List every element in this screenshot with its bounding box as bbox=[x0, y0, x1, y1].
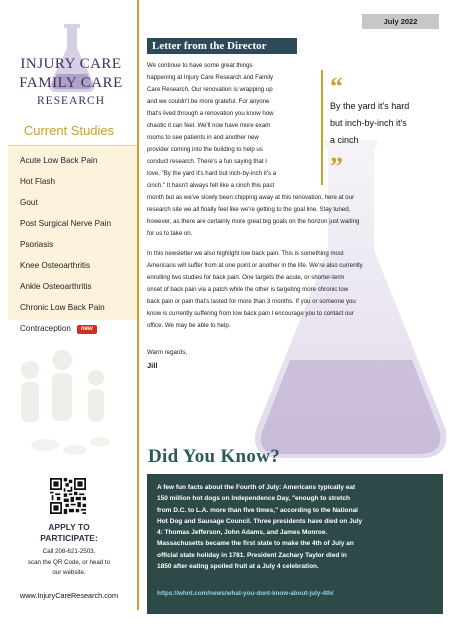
did-you-know-text bbox=[157, 482, 437, 572]
apply-to-participate-heading bbox=[0, 522, 138, 543]
letter-line: Care Research. Our renovation is wrapping up bbox=[147, 86, 273, 93]
letter-line: office. We may be able to help. bbox=[147, 322, 231, 329]
close-quote-icon: ” bbox=[330, 152, 343, 181]
study-item-chronic-low-back-pain: Chronic Low Back Pain bbox=[20, 303, 105, 312]
logo-text-family-care: FAMILY CARE bbox=[19, 75, 123, 91]
fact-line: Hot Dog and Sausage Council. Three presidents have died on July bbox=[157, 517, 363, 525]
letter-heading: Letter from the Director bbox=[147, 38, 297, 54]
pull-quote-line: but inch-by-inch it's bbox=[330, 118, 407, 128]
letter-line: onset of back pain via a patch while the other is targeting more chronic low bbox=[147, 286, 349, 293]
pull-quote-text bbox=[330, 98, 442, 149]
letter-line: know is currently suffering from low back pain I encourage you to contact our bbox=[147, 310, 354, 317]
sidebar bbox=[0, 0, 138, 639]
letter-line: for us to take on. bbox=[147, 230, 193, 237]
logo-text-research: RESEARCH bbox=[36, 95, 106, 107]
letter-line: provider coming into the building to help us bbox=[147, 146, 263, 153]
pull-quote-rule bbox=[321, 70, 323, 185]
current-studies-list bbox=[8, 145, 137, 333]
fact-line: Massachusetts became the first state to make the 4th of July an bbox=[157, 540, 354, 548]
letter-line: love, "By the yard it's hard but inch-by-inch it's a bbox=[147, 170, 277, 177]
letter-line: conduct research. There's a fun saying that I bbox=[147, 158, 267, 165]
logo bbox=[8, 22, 134, 118]
study-item-hot-flash: Hot Flash bbox=[20, 177, 56, 186]
apply-text-phone: Call 208-621-2503, bbox=[42, 548, 96, 555]
new-badge: new bbox=[77, 325, 97, 334]
sidebar-divider bbox=[137, 0, 139, 610]
study-item-ankle-osteoarthritis: Ankle Osteoarthritis bbox=[20, 282, 92, 291]
letter-line: chaotic it can feel. We'll now have more exam bbox=[147, 122, 271, 129]
letter-line: happening at Injury Care Research and Family bbox=[147, 74, 274, 81]
letter-closing: Warm regards, bbox=[147, 349, 188, 356]
fact-line: A few fun facts about the Fourth of July: Americans typically eat bbox=[157, 484, 356, 491]
pull-quote-line: a cinch bbox=[330, 135, 359, 145]
open-quote-icon: “ bbox=[330, 72, 343, 101]
study-item-contraception-label: Contraception bbox=[20, 324, 71, 333]
fact-line: from D.C. to L.A. more than five times," according to the National bbox=[157, 506, 358, 514]
fact-line: 4: Thomas Jefferson, John Adams, and James Monroe. bbox=[157, 529, 328, 537]
letter-signature: Jill bbox=[147, 361, 158, 370]
letter-line: enrolling two studies for back pain. One targets the acute, or shorter-term bbox=[147, 274, 345, 281]
letter-line: research site we all finally feel like we're getting to the goal line. Stay tuned, bbox=[147, 206, 351, 213]
letter-line: cinch." It hasn't always felt like a cinch this past bbox=[147, 182, 275, 189]
apply-title-line1: APPLY TO bbox=[48, 522, 90, 532]
current-studies-title: Current Studies bbox=[23, 123, 115, 138]
logo-text-injury-care: INJURY CARE bbox=[20, 56, 122, 72]
fact-line: 150 million hot dogs on Independence Day, "enough to stretch bbox=[157, 495, 350, 503]
pull-quote bbox=[321, 70, 441, 185]
apply-title-line2: PARTICIPATE: bbox=[40, 532, 98, 543]
website-link[interactable]: www.InjuryCareResearch.com bbox=[19, 591, 119, 600]
letter-line: In this newsletter we also highlight low back pain. This is something most bbox=[147, 250, 344, 257]
issue-date-tab: July 2022 bbox=[362, 14, 439, 29]
apply-instructions bbox=[6, 547, 132, 579]
letter-line: month but as we've slowly been chipping away at this renovation, here at our bbox=[147, 194, 355, 201]
letter-line: however, as there are certainly more great big goals on the horizon just waiting bbox=[147, 218, 360, 225]
letter-line: back pain or pain that's lasted for more than 3 months. If you or someone you bbox=[147, 298, 356, 305]
source-link[interactable]: https://whnt.com/news/what-you-dont-know-about-july-4th/ bbox=[157, 590, 334, 597]
apply-text-website: our website. bbox=[52, 569, 86, 576]
study-item-gout: Gout bbox=[20, 198, 38, 207]
letter-line: rooms to see patients in and another new bbox=[147, 134, 259, 141]
study-item-knee-osteoarthritis: Knee Osteoarthritis bbox=[20, 261, 91, 270]
did-you-know-heading: Did You Know? bbox=[148, 446, 281, 467]
fact-line: 1850 after eating spoiled fruit at a July 4 celebration. bbox=[157, 563, 319, 571]
study-item-psoriasis: Psoriasis bbox=[20, 240, 54, 249]
fact-line: official state holiday in 1781. President Zachary Taylor died in bbox=[157, 551, 347, 559]
letter-line: and we couldn't be more grateful. For anyone bbox=[147, 98, 270, 105]
letter-line: We continue to have some great things bbox=[147, 62, 253, 69]
study-item-post-surgical-nerve-pain: Post Surgical Nerve Pain bbox=[20, 219, 112, 228]
pull-quote-line: By the yard it's hard bbox=[330, 101, 410, 111]
did-you-know-box bbox=[147, 474, 443, 614]
apply-text-qr: scan the QR Code, or head to bbox=[27, 558, 111, 566]
study-item-acute-low-back-pain: Acute Low Back Pain bbox=[20, 156, 98, 165]
qr-code-icon[interactable] bbox=[50, 478, 86, 514]
family-illustration-icon bbox=[0, 330, 138, 470]
letter-line: Americans will suffer from at one point or another in the life. We're also currently bbox=[147, 262, 363, 269]
letter-line: that's lived through a renovation you know how bbox=[147, 110, 274, 117]
